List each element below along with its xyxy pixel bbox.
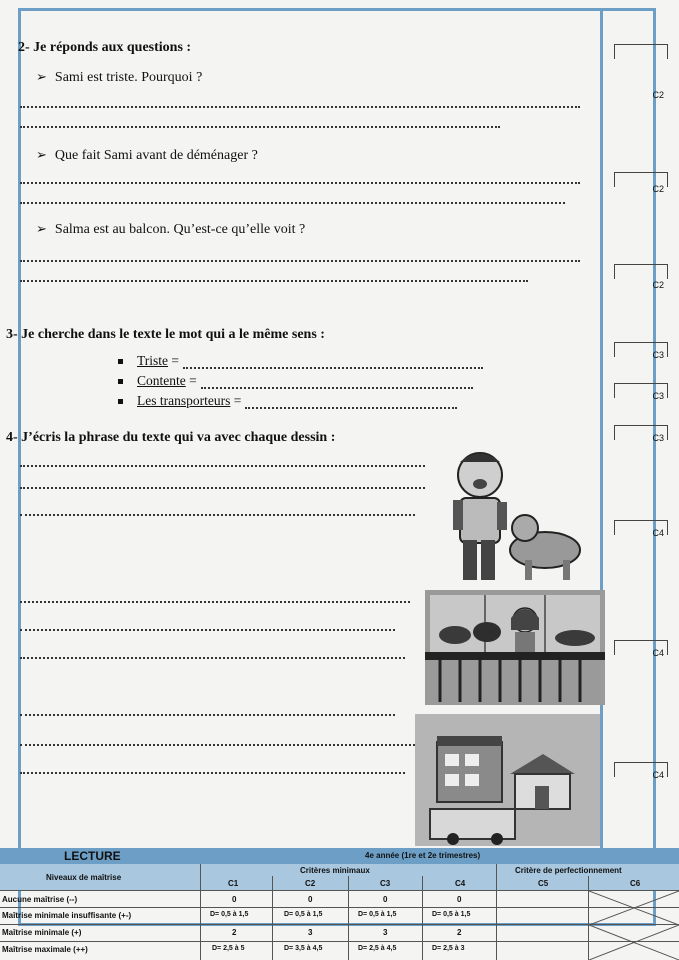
answer-line[interactable] <box>201 379 473 389</box>
row-label: Maîtrise minimale insuffisante (+-) <box>2 911 132 920</box>
synonym-item-1 <box>118 353 483 369</box>
girl-on-balcony-picture <box>425 590 605 705</box>
column-c3: C3 <box>380 879 391 888</box>
table-cell: D= 0,5 à 1,5 <box>358 911 397 918</box>
table-cell: 0 <box>308 895 313 904</box>
answer-line[interactable] <box>20 465 425 467</box>
answer-line[interactable] <box>20 657 405 659</box>
criterion-label: C2 <box>652 90 664 100</box>
table-cell: D= 0,5 à 1,5 <box>284 911 323 918</box>
question-2-item-3 <box>36 221 305 238</box>
table-cell: 2 <box>232 928 237 937</box>
criterion-label: C4 <box>652 770 664 780</box>
table-col-rule <box>348 876 349 960</box>
square-bullet-icon <box>118 359 123 364</box>
table-period: 4e année (1re et 2e trimestres) <box>365 851 481 860</box>
row-label: Maîtrise maximale (++) <box>2 945 88 954</box>
table-rule <box>0 941 679 942</box>
equals-sign: = <box>189 373 197 388</box>
criterion-label: C4 <box>652 528 664 538</box>
criterion-box-c4-1 <box>614 520 668 538</box>
question-4-heading: 4- J’écris la phrase du texte qui va avec chaque dessin : <box>6 430 336 445</box>
answer-line[interactable] <box>20 487 425 489</box>
table-rule <box>0 890 679 891</box>
synonym-item-3 <box>118 393 457 409</box>
crying-boy-with-dog-picture <box>425 440 600 585</box>
column-c5: C5 <box>538 879 549 888</box>
answer-line[interactable] <box>20 202 565 204</box>
criterion-box-c3-3 <box>614 425 668 443</box>
criterion-box-c3-2 <box>614 383 668 401</box>
square-bullet-icon <box>118 379 123 384</box>
arrow-bullet-icon: ➢ <box>36 147 47 162</box>
criterion-box-c4-2 <box>614 640 668 658</box>
table-col-rule <box>422 876 423 960</box>
table-cell: D= 0,5 à 1,5 <box>210 911 249 918</box>
answer-line[interactable] <box>20 106 580 108</box>
synonym-word: Contente <box>137 373 186 388</box>
criterion-label: C3 <box>652 350 664 360</box>
column-header-minimaux: Critères minimaux <box>300 866 370 875</box>
column-header-niveaux: Niveaux de maîtrise <box>46 873 122 882</box>
arrow-bullet-icon: ➢ <box>36 221 47 236</box>
answer-line[interactable] <box>20 280 528 282</box>
column-c4: C4 <box>455 879 466 888</box>
column-c1: C1 <box>228 879 239 888</box>
table-cell: 0 <box>232 895 237 904</box>
grading-table <box>0 848 679 960</box>
table-cell: D= 3,5 à 4,5 <box>284 945 323 952</box>
question-2-item-2 <box>36 147 258 164</box>
question-text: Sami est triste. Pourquoi ? <box>54 70 203 85</box>
synonym-item-2 <box>118 373 473 389</box>
table-cell: 3 <box>383 928 388 937</box>
criterion-box-c2-2 <box>614 172 668 194</box>
synonym-word: Triste <box>137 353 169 368</box>
criterion-label: C3 <box>652 433 664 443</box>
square-bullet-icon <box>118 399 123 404</box>
column-c2: C2 <box>305 879 316 888</box>
table-cell: 2 <box>457 928 462 937</box>
column-header-perfection: Critère de perfectionnement <box>515 866 622 875</box>
criterion-box-c2-3 <box>614 264 668 290</box>
table-cell: 0 <box>383 895 388 904</box>
answer-line[interactable] <box>20 514 415 516</box>
answer-line[interactable] <box>20 714 395 716</box>
answer-line[interactable] <box>20 126 500 128</box>
arrow-bullet-icon: ➢ <box>36 69 47 84</box>
row-label: Aucune maîtrise (--) <box>2 895 78 904</box>
question-text: Salma est au balcon. Qu’est-ce qu’elle voit ? <box>54 222 306 237</box>
table-rule <box>0 907 679 908</box>
answer-line[interactable] <box>245 399 457 409</box>
criterion-label: C2 <box>652 184 664 194</box>
answer-line[interactable] <box>20 182 580 184</box>
answer-line[interactable] <box>20 601 410 603</box>
criterion-box-c3-1 <box>614 342 668 360</box>
criterion-label: C4 <box>652 648 664 658</box>
table-cell: D= 2,5 à 3 <box>432 945 465 952</box>
row-label: Maîtrise minimale (+) <box>2 928 82 937</box>
table-cell: D= 2,5 à 5 <box>212 945 245 952</box>
equals-sign: = <box>233 393 242 408</box>
table-cell: 0 <box>457 895 462 904</box>
answer-line[interactable] <box>20 772 405 774</box>
table-rule <box>0 924 679 925</box>
table-cell: 3 <box>308 928 313 937</box>
answer-line[interactable] <box>20 744 415 746</box>
question-2-heading: 2- Je réponds aux questions : <box>18 40 192 55</box>
criteria-column-divider <box>600 8 603 848</box>
criterion-box-c2-1 <box>614 44 668 98</box>
column-c6: C6 <box>630 879 641 888</box>
criterion-label: C2 <box>652 280 664 290</box>
answer-line[interactable] <box>20 260 580 262</box>
criterion-box-c4-3 <box>614 762 668 780</box>
question-2-item-1 <box>36 69 202 86</box>
table-cross-mark <box>589 891 679 960</box>
synonym-word: Les transporteurs <box>137 393 231 408</box>
moving-truck-house-picture <box>415 714 600 846</box>
table-col-rule <box>200 864 201 960</box>
question-3-heading: 3- Je cherche dans le texte le mot qui a le même sens : <box>6 327 325 342</box>
table-col-rule <box>496 864 497 960</box>
criterion-label: C3 <box>652 391 664 401</box>
table-title: LECTURE <box>64 849 121 863</box>
answer-line[interactable] <box>183 359 483 369</box>
equals-sign: = <box>171 353 180 368</box>
table-col-rule <box>272 876 273 960</box>
table-cell: D= 2,5 à 4,5 <box>358 945 397 952</box>
table-cell: D= 0,5 à 1,5 <box>432 911 471 918</box>
answer-line[interactable] <box>20 629 395 631</box>
question-text: Que fait Sami avant de déménager ? <box>54 148 258 163</box>
